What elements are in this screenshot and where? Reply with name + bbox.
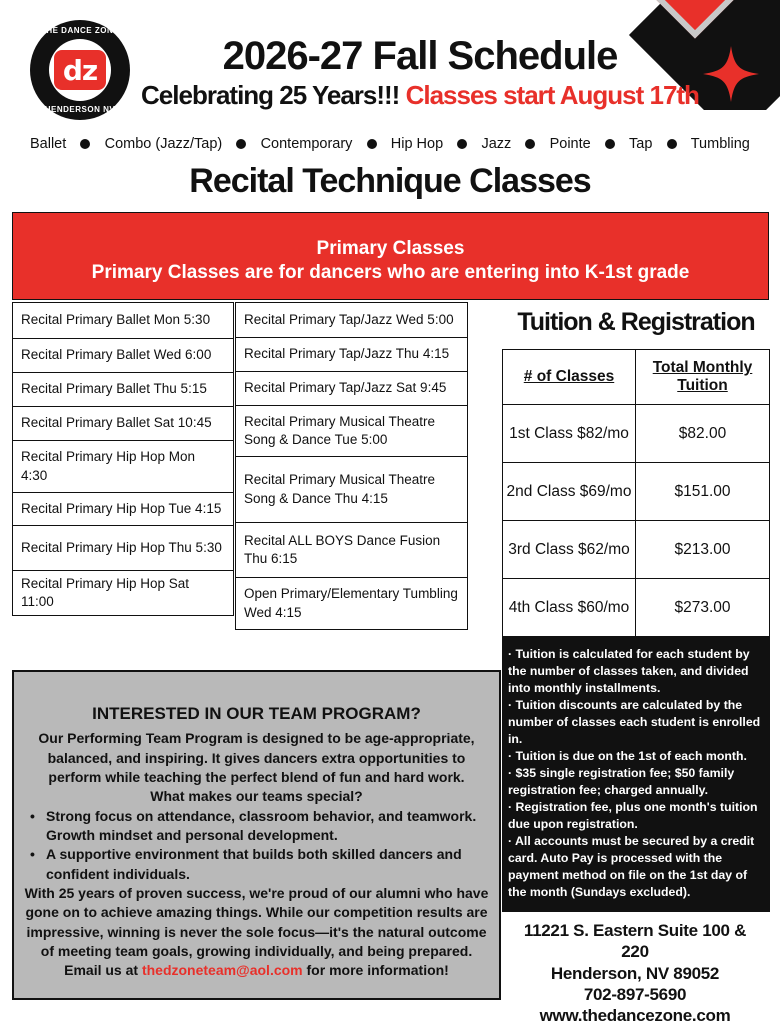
style-item: Tap <box>629 136 653 152</box>
phone-number[interactable]: 702-897-5690 <box>583 984 687 1004</box>
website-link[interactable]: www.thedancezone.com <box>539 1006 731 1025</box>
logo-mark: dz <box>54 50 106 90</box>
address-line-2: Henderson, NV 89052 <box>550 963 720 983</box>
logo-ring-bottom-text: HENDERSON NV <box>44 105 116 114</box>
team-email-line <box>24 961 489 980</box>
class-cell: Open Primary/Elementary Tumbling Wed 4:15 <box>235 577 468 630</box>
class-cell: Recital Primary Hip Hop Mon 4:30 <box>12 440 234 493</box>
page-title: 2026-27 Fall Schedule <box>222 34 618 78</box>
bullet-dot-icon <box>525 139 535 149</box>
tuition-title: Tuition & Registration <box>517 308 755 336</box>
tuition-row <box>503 521 770 579</box>
team-bullet-list <box>24 807 489 884</box>
tuition-header-row <box>503 350 770 405</box>
tuition-row <box>503 579 770 637</box>
tuition-table <box>502 349 770 637</box>
tuition-classes-cell: 2nd Class $69/mo <box>503 463 636 521</box>
banner-description: Primary Classes are for dancers who are entering into K-1st grade <box>91 262 690 283</box>
section-title: Recital Technique Classes <box>189 162 591 200</box>
note-item: · All accounts must be secured by a credit card. Auto Pay is processed with the payment method on file on the 1st day of the month (Sundays excluded). <box>508 833 755 899</box>
class-cell: Recital Primary Tap/Jazz Wed 5:00 <box>235 302 468 338</box>
tuition-header-classes: # of Classes <box>503 350 636 405</box>
banner-title: Primary Classes <box>316 238 465 259</box>
tuition-total-cell: $151.00 <box>636 463 770 521</box>
note-item: · Registration fee, plus one month's tuition due upon registration. <box>508 799 758 831</box>
address-line-1: 11221 S. Eastern Suite 100 & 220 <box>523 921 747 962</box>
class-cell: Recital Primary Musical Theatre Song & Dance Tue 5:00 <box>235 405 468 457</box>
note-item: · Tuition is calculated for each student by the number of classes taken, and divided into monthly installments. <box>508 647 750 695</box>
dance-styles-list <box>30 136 750 152</box>
tuition-row <box>503 405 770 463</box>
note-item: · Tuition is due on the 1st of each month. <box>508 748 747 763</box>
team-program-box <box>12 670 501 1000</box>
class-list-column-2 <box>235 302 468 630</box>
style-item: Hip Hop <box>390 136 444 152</box>
primary-classes-banner <box>12 212 769 300</box>
page-subtitle <box>140 80 700 111</box>
style-item: Ballet <box>30 136 67 152</box>
class-cell: Recital Primary Tap/Jazz Thu 4:15 <box>235 337 468 372</box>
class-cell: Recital Primary Hip Hop Tue 4:15 <box>12 492 234 526</box>
bullet-dot-icon <box>667 139 677 149</box>
class-cell: Recital Primary Hip Hop Thu 5:30 <box>12 525 234 571</box>
team-bullet: • Strong focus on attendance, classroom behavior, and teamwork. Growth mindset and personal development. <box>24 807 489 846</box>
tuition-row <box>503 463 770 521</box>
bullet-dot-icon <box>457 139 467 149</box>
tuition-total-cell: $273.00 <box>636 579 770 637</box>
tuition-header-total: Total Monthly Tuition <box>636 350 770 405</box>
team-question: What makes our teams special? <box>150 788 363 805</box>
dance-zone-logo <box>30 20 130 120</box>
email-suffix: for more information! <box>306 962 449 979</box>
team-intro: Our Performing Team Program is designed to be age-appropriate, balanced, and inspiring. It gives dancers extra opportunities to perform while teaching the perfect blend of fun and hard work. <box>38 730 475 786</box>
class-cell: Recital Primary Musical Theatre Song & Dance Thu 4:15 <box>235 456 468 523</box>
style-item: Combo (Jazz/Tap) <box>104 136 223 152</box>
note-item: · Tuition discounts are calculated by the number of classes each student is enrolled in. <box>508 697 761 746</box>
class-cell: Recital ALL BOYS Dance Fusion Thu 6:15 <box>235 522 468 578</box>
class-cell: Recital Primary Ballet Thu 5:15 <box>12 372 234 407</box>
tuition-classes-cell: 4th Class $60/mo <box>503 579 636 637</box>
class-cell: Recital Primary Hip Hop Sat 11:00 <box>12 570 234 616</box>
bullet-dot-icon <box>367 139 377 149</box>
style-item: Tumbling <box>690 136 750 152</box>
class-cell: Recital Primary Ballet Wed 6:00 <box>12 338 234 373</box>
style-item: Contemporary <box>260 136 353 152</box>
tuition-total-cell: $82.00 <box>636 405 770 463</box>
subtitle-celebration: Celebrating 25 Years!!! <box>141 80 400 110</box>
team-bullet: • A supportive environment that builds both skilled dancers and confident individuals. <box>24 845 489 884</box>
note-item: · $35 single registration fee; $50 family registration fee; charged annually. <box>508 765 735 797</box>
bullet-dot-icon <box>605 139 615 149</box>
style-item: Jazz <box>481 136 512 152</box>
tuition-notes <box>502 636 770 912</box>
class-cell: Recital Primary Tap/Jazz Sat 9:45 <box>235 371 468 406</box>
bullet-dot-icon <box>236 139 246 149</box>
style-item: Pointe <box>549 136 591 152</box>
class-cell: Recital Primary Ballet Mon 5:30 <box>12 302 234 339</box>
subtitle-start-date: Classes start August 17th <box>405 80 699 110</box>
sparkle-icon <box>703 46 759 102</box>
tuition-classes-cell: 3rd Class $62/mo <box>503 521 636 579</box>
team-email-link[interactable]: thedzoneteam@aol.com <box>141 962 303 979</box>
logo-ring-top-text: THE DANCE ZONE <box>40 26 120 35</box>
bullet-dot-icon <box>80 139 90 149</box>
team-closing: With 25 years of proven success, we're proud of our alumni who have gone on to achieve amazing things. While our competition results are impressive, winning is never the sole focus—it's the natural outcome of meeting team goals, growing individually, and being prepared. <box>24 884 489 959</box>
team-heading: INTERESTED IN OUR TEAM PROGRAM? <box>92 704 421 723</box>
tuition-classes-cell: 1st Class $82/mo <box>503 405 636 463</box>
class-cell: Recital Primary Ballet Sat 10:45 <box>12 406 234 441</box>
tuition-total-cell: $213.00 <box>636 521 770 579</box>
class-list-column-1 <box>12 302 234 616</box>
email-prefix: Email us at <box>64 962 139 979</box>
contact-info <box>510 920 760 1026</box>
